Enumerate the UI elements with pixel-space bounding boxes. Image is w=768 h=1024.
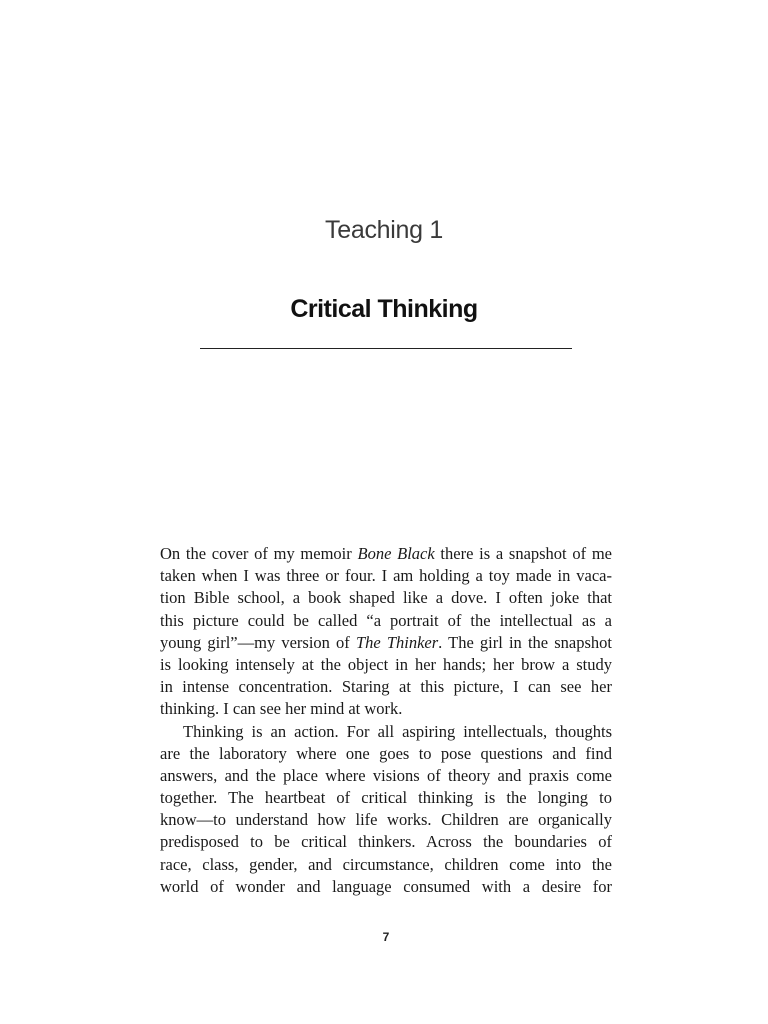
text-run: On the cover of my memoir (160, 544, 358, 563)
paragraph-2-line: together. The heartbeat of critical thinking is the longing to (160, 788, 612, 808)
paragraph-2-line: world of wonder and language consumed with a desire for (160, 876, 612, 896)
paragraph-2-line: predisposed to be critical thinkers. Across the boundaries of (160, 832, 612, 852)
paragraph-2-line: Thinking is an action. For all aspiring intellectuals, thoughts (183, 721, 612, 741)
body-text (160, 543, 612, 898)
paragraph-1-line (160, 632, 612, 654)
paragraph-2-line: know—to understand how life works. Children are organically (160, 810, 612, 830)
book-title-italic: Bone Black (357, 544, 435, 563)
paragraph-2-line: are the laboratory where one goes to pose questions and find (160, 743, 612, 763)
paragraph-1-line: in intense concentration. Staring at this picture, I can see her (160, 677, 612, 697)
paragraph-1-line: thinking. I can see her mind at work. (160, 699, 403, 719)
paragraph-1-line: tion Bible school, a book shaped like a dove. I often joke that (160, 588, 612, 608)
paragraph-1-line: is looking intensely at the object in her hands; her brow a study (160, 654, 612, 674)
chapter-title: Critical Thinking (290, 295, 478, 323)
title-rule-divider (200, 348, 572, 349)
work-title-italic: The Thinker (355, 632, 439, 652)
chapter-label: Teaching 1 (325, 216, 443, 244)
paragraph-2-line: race, class, gender, and circumstance, children come into the (160, 854, 612, 874)
text-run: there is a snapshot of me (434, 544, 613, 563)
text-run: . The girl in the snapshot (438, 632, 612, 652)
paragraph-2-line: answers, and the place where visions of theory and praxis come (160, 765, 612, 785)
paragraph-1-line: this picture could be called “a portrait of the intellectual as a (160, 610, 612, 630)
page-number: 7 (382, 930, 390, 944)
text-run: young girl”—my version of (160, 632, 356, 652)
paragraph-1-line (160, 543, 612, 565)
paragraph-1-line: taken when I was three or four. I am holding a toy made in vaca- (160, 566, 612, 586)
